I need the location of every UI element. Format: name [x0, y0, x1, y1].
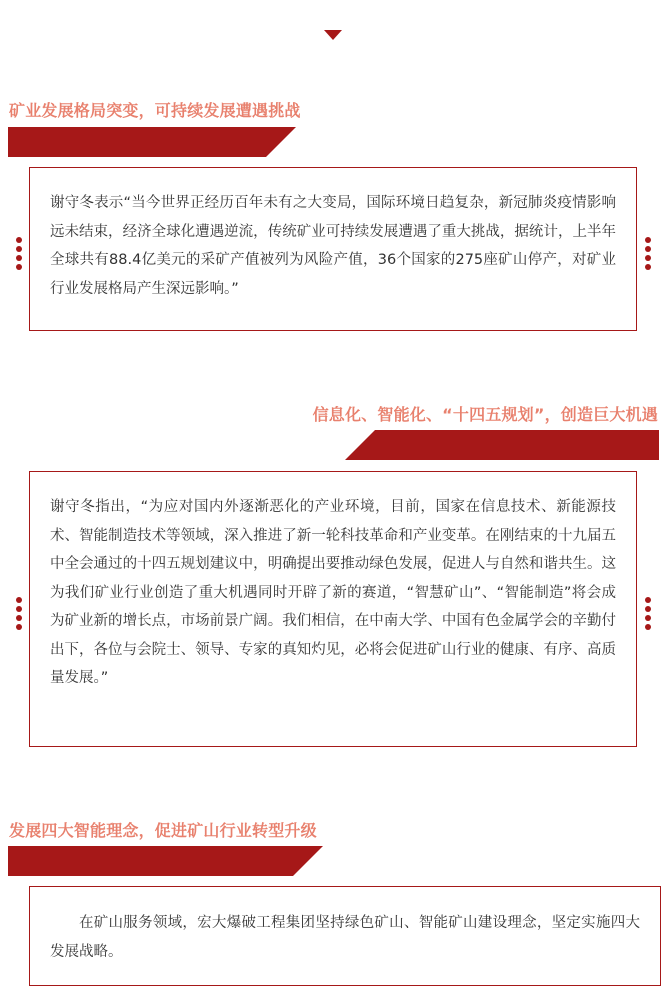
section-2-heading: 信息化、智能化、“十四五规划”，创造巨大机遇: [312, 405, 658, 424]
section-1-content-box: [29, 167, 637, 331]
section-1-heading-bar: [8, 127, 296, 157]
section-3-heading: 发展四大智能理念，促进矿山行业转型升级: [9, 821, 317, 840]
section-2-heading-bar: [345, 430, 659, 460]
section-2-content-box: [29, 471, 637, 747]
section-3-heading-bar: [8, 846, 323, 876]
section-1-right-dots: [645, 237, 651, 270]
section-3-content-box: [29, 886, 661, 986]
section-3-paragraph: 在矿山服务领域，宏大爆破工程集团坚持绿色矿山、智能矿山建设理念，坚定实施四大发展战略。: [50, 915, 640, 960]
section-2-right-dots: [645, 597, 651, 630]
section-2-left-dots: [16, 597, 22, 630]
section-1-left-dots: [16, 237, 22, 270]
section-2-paragraph: 谢守冬指出，“为应对国内外逐渐恶化的产业环境，目前，国家在信息技术、新能源技术、智能制造技术等领域，深入推进了新一轮科技革命和产业变革。在刚结束的十九届五中全会通过的十四五规划建议中，明确提出要推动绿色发展，促进人与自然和谐共生。这为我们矿业行业创造了重大机遇同时开辟了新的赛道，“智慧矿山”、“智能制造”将会成为矿业新的增长点，市场前景广阔。我们相信，在中南大学、中国有色金属学会的辛勤付出下，各位与会院士、领导、专家的真知灼见，必将会促进矿山行业的健康、有序、高质量发展。”: [50, 499, 616, 686]
section-1-heading: 矿业发展格局突变，可持续发展遭遇挑战: [9, 101, 301, 120]
top-triangle-marker: [324, 30, 342, 40]
section-1-paragraph: 谢守冬表示“当今世界正经历百年未有之大变局，国际环境日趋复杂，新冠肺炎疫情影响远未结束，经济全球化遭遇逆流，传统矿业可持续发展遭遇了重大挑战，据统计，上半年全球共有88.4亿美元的采矿产值被列为风险产值，36个国家的275座矿山停产，对矿业行业发展格局产生深远影响。”: [50, 195, 616, 297]
